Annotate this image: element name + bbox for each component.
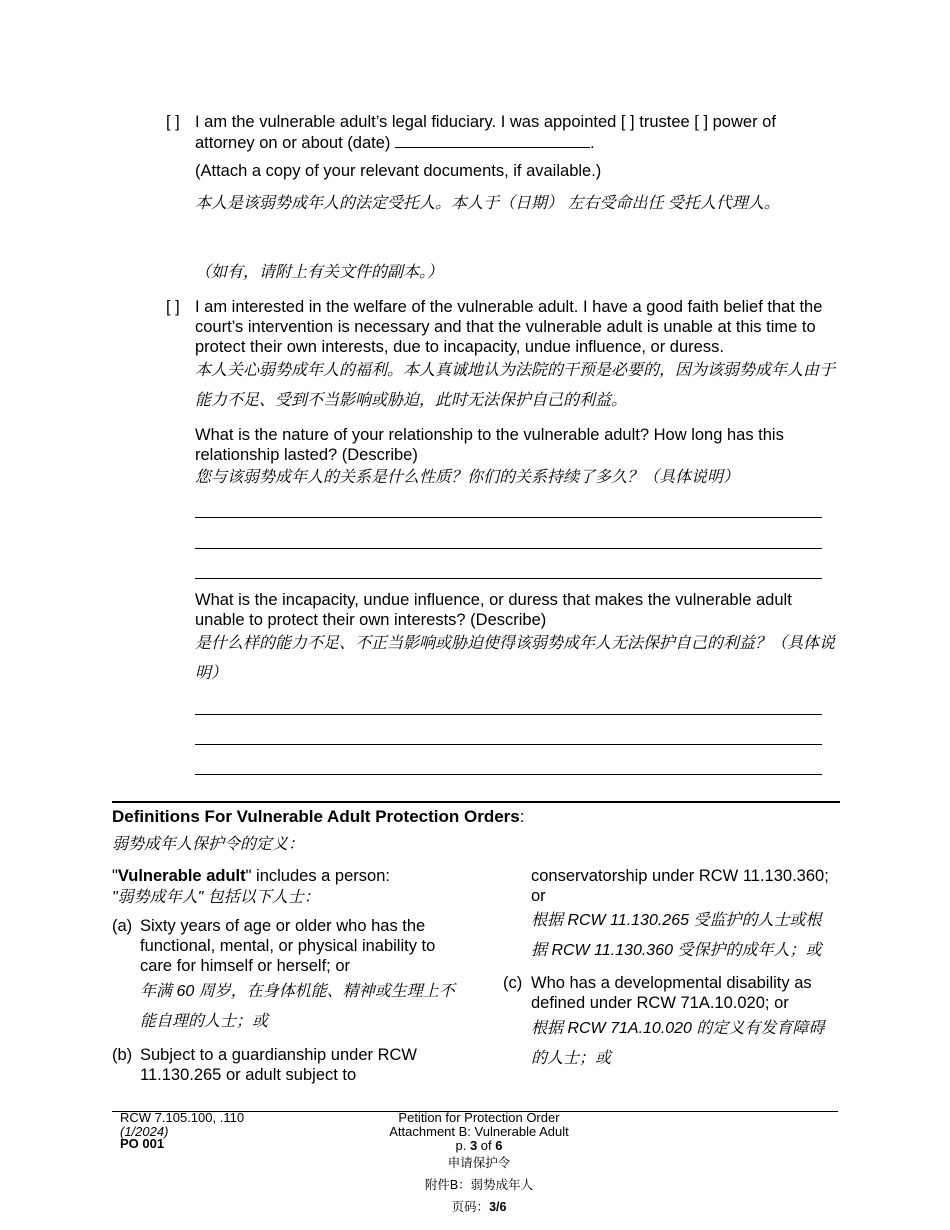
interested-zh: 本人关心弱势成年人的福利。本人真诚地认为法院的干预是必要的，因为该弱势成年人由于能力不足、受到不当影响或胁迫，此时无法保护自己的利益。 [195, 362, 836, 409]
line2-period: . [589, 134, 595, 152]
interested-checkbox[interactable]: [ ] [166, 298, 180, 316]
fiduciary-checkbox[interactable]: [ ] [166, 113, 180, 131]
incapacity-answer-line-2[interactable] [195, 744, 822, 745]
definitions-divider [112, 801, 840, 803]
footer-zh-page: 页码：3/6 [451, 1200, 507, 1214]
attach-note: (Attach a copy of your relevant documents, if available.) [195, 162, 602, 180]
relationship-question: What is the nature of your relationship to the vulnerable adult? How long has this relationship lasted? (Describe) [195, 426, 784, 464]
appointment-date-field[interactable] [395, 132, 590, 148]
definitions-left-column [112, 866, 457, 1085]
trustee-label: trustee [634, 113, 695, 131]
footer-title1: Petition for Protection Order [398, 1110, 560, 1125]
fiduciary-statement [195, 112, 835, 153]
definition-b-zh: 根据 RCW 11.130.265 受监护的人士或根据 RCW 11.130.360 受保护的成年人；或 [531, 912, 822, 959]
incapacity-question: What is the incapacity, undue influence, or duress that makes the vulnerable adult unable to protect their own interests? (Describe) [195, 591, 792, 629]
interested-statement: I am interested in the welfare of the vulnerable adult. I have a good faith belief that the court’s intervention is necessary and that the vulnerable adult is unable at this time to protect their own interests, due to incapacity, undue influence, or duress. [195, 298, 823, 356]
incapacity-answer-line-1[interactable] [195, 714, 822, 715]
attach-note-zh: （如有，请附上有关文件的副本。） [195, 264, 444, 281]
definition-c-zh: 根据 RCW 71A.10.020 的定义有发育障碍的人士；或 [531, 1020, 825, 1067]
relationship-answer-line-1[interactable] [195, 517, 822, 518]
footer-center-zh [329, 1152, 629, 1218]
poa-checkbox[interactable]: [ ] [694, 113, 709, 131]
footer-zh-title1: 申请保护令 [447, 1156, 511, 1170]
definition-a-text: Sixty years of age or older who has the functional, mental, or physical inability to care for himself or herself; or [140, 917, 436, 975]
footer-page: p. 3 of 6 [455, 1138, 503, 1153]
relationship-answer-line-3[interactable] [195, 578, 822, 579]
trustee-checkbox[interactable]: [ ] [620, 113, 635, 131]
definition-a-zh: 年满 60 周岁，在身体机能、精神或生理上不能自理的人士；或 [140, 983, 455, 1030]
footer-center [329, 1111, 629, 1153]
poa-label: power of [708, 113, 776, 131]
incapacity-question-zh: 是什么样的能力不足、不正当影响或胁迫使得该弱势成年人无法保护自己的利益？（具体说明） [195, 635, 836, 682]
definition-item-a: (a) Sixty years of age or older who has the functional, mental, or physical inability to care for himself or herself; or 年满 60 周岁，在身体机能、精神或生理上不能自理的人士；或 [112, 916, 457, 1037]
relationship-answer-line-2[interactable] [195, 548, 822, 549]
footer-title2: Attachment B: Vulnerable Adult [389, 1124, 569, 1139]
relationship-question-zh: 您与该弱势成年人的关系是什么性质？你们的关系持续了多久？（具体说明） [195, 469, 740, 486]
definition-c-text: Who has a developmental disability as defined under RCW 71A.10.020; or [531, 974, 812, 1012]
definitions-heading-zh: 弱势成年人保护令的定义： [112, 836, 305, 853]
fiduciary-line2: attorney on or about (date) [195, 134, 395, 152]
vulnerable-adult-intro: "Vulnerable adult" includes a person: [112, 867, 390, 885]
definitions-heading: Definitions For Vulnerable Adult Protection Orders: [112, 807, 525, 826]
fiduciary-zh: 本人是该弱势成年人的法定受托人。本人于（日期） 左右受命出任 受托人代理人。 [195, 195, 780, 212]
definition-item-b: (b) Subject to a guardianship under RCW 11.130.265 or adult subject to [112, 1045, 457, 1085]
vulnerable-adult-intro-zh: "弱势成年人" 包括以下人士： [112, 889, 320, 906]
definitions-right-column [503, 866, 833, 1074]
footer-rcw: RCW 7.105.100, .110 [120, 1110, 245, 1125]
definition-item-c: (c) Who has a developmental disability as defined under RCW 71A.10.020; or 根据 RCW 71A.10.020 的定义有发育障碍的人士；或 [503, 973, 833, 1074]
footer-form-number: PO 001 [120, 1136, 165, 1151]
footer-left [120, 1111, 244, 1151]
fiduciary-line1: I am the vulnerable adult’s legal fiduciary. I was appointed [195, 113, 621, 131]
footer-date: (1/2024) [120, 1124, 169, 1139]
definition-b-continued: conservatorship under RCW 11.130.360; or [531, 867, 829, 905]
incapacity-answer-line-3[interactable] [195, 774, 822, 775]
footer-zh-title2: 附件B：弱势成年人 [424, 1178, 534, 1192]
definition-b-text: Subject to a guardianship under RCW 11.130.265 or adult subject to [140, 1046, 417, 1084]
